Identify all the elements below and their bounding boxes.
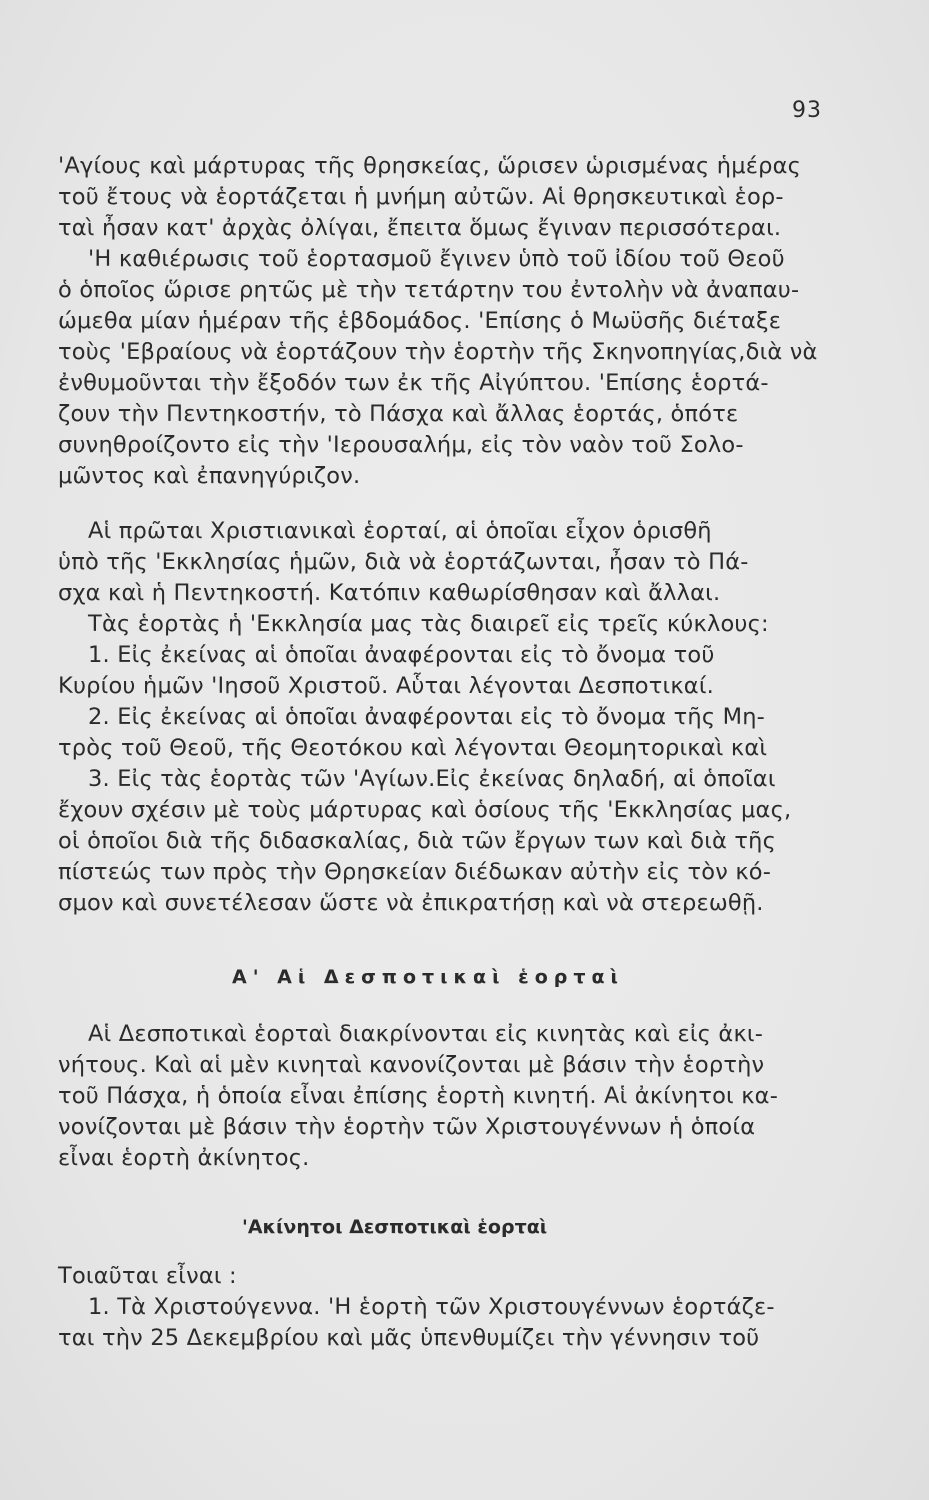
text-line: σχα καὶ ἡ Πεντηκοστή. Κατόπιν καθωρίσθησαν καὶ ἄλλαι.	[58, 580, 721, 606]
text-line: τοῦ Πάσχα, ἡ ὁποία εἶναι ἐπίσης ἑορτὴ κινητή. Αἱ ἀκίνητοι κα-	[58, 1083, 779, 1109]
text-line: 2. Εἰς ἐκείνας αἱ ὁποῖαι ἀναφέρονται εἰς τὸ ὄνομα τῆς Μη-	[88, 704, 765, 730]
text-line: 'Η καθιέρωσις τοῦ ἑορτασμοῦ ἔγινεν ὑπὸ τοῦ ἰδίου τοῦ Θεοῦ	[88, 246, 785, 272]
text-line: τοὺς 'Εβραίους νὰ ἑορτάζουν τὴν ἑορτὴν τῆς Σκηνοπηγίας,διὰ νὰ	[58, 339, 818, 365]
text-line: οἱ ὁποῖοι διὰ τῆς διδασκαλίας, διὰ τῶν ἔργων των καὶ διὰ τῆς	[58, 828, 777, 854]
text-line: νήτους. Καὶ αἱ μὲν κινηταὶ κανονίζονται μὲ βάσιν τὴν ἑορτὴν	[58, 1052, 765, 1078]
text-line: νονίζονται μὲ βάσιν τὴν ἑορτὴν τῶν Χριστουγέννων ἡ ὁποία	[58, 1114, 756, 1140]
text-line: Κυρίου ἡμῶν 'Ιησοῦ Χριστοῦ. Αὗται λέγονται Δεσποτικαί.	[58, 673, 714, 699]
text-line: ώμεθα μίαν ἡμέραν τῆς ἑβδομάδος. 'Επίσης ὁ Μωϋσῆς διέταξε	[58, 308, 782, 334]
text-line: Αἱ Δεσποτικαὶ ἑορταὶ διακρίνονται εἰς κινητὰς καὶ εἰς ἀκι-	[88, 1021, 764, 1047]
text-line: τοῦ ἔτους νὰ ἑορτάζεται ἡ μνήμη αὐτῶν. Αἱ θρησκευτικαὶ ἑορ-	[58, 184, 784, 210]
text-line: Τὰς ἑορτὰς ἡ 'Εκκλησία μας τὰς διαιρεῖ εἰς τρεῖς κύκλους:	[88, 611, 769, 637]
text-line: 3. Εἰς τὰς ἑορτὰς τῶν 'Αγίων.Εἰς ἐκείνας δηλαδή, αἱ ὁποῖαι	[88, 766, 776, 792]
text-line: 'Αγίους καὶ μάρτυρας τῆς θρησκείας, ὥρισεν ὡρισμένας ἡμέρας	[58, 153, 802, 179]
text-line: ἐνθυμοῦνται τὴν ἔξοδόν των ἐκ τῆς Αἰγύπτου. 'Επίσης ἑορτά-	[58, 370, 769, 396]
text-line: σμον καὶ συνετέλεσαν ὥστε νὰ ἐπικρατήσῃ καὶ νὰ στερεωθῇ.	[58, 890, 764, 916]
text-line: 1. Τὰ Χριστούγεννα. 'Η ἑορτὴ τῶν Χριστουγέννων ἑορτάζε-	[88, 1294, 775, 1320]
text-line: ζουν τὴν Πεντηκοστήν, τὸ Πάσχα καὶ ἄλλας ἑορτάς, ὁπότε	[58, 401, 739, 427]
text-line: εἶναι ἑορτὴ ἀκίνητος.	[58, 1145, 310, 1171]
text-line: ταὶ ἦσαν κατ' ἀρχὰς ὀλίγαι, ἔπειτα ὅμως ἔγιναν περισσότεραι.	[58, 215, 782, 241]
text-line: Αἱ πρῶται Χριστιανικαὶ ἑορταί, αἱ ὁποῖαι εἶχον ὁρισθῆ	[88, 518, 712, 544]
text-line: ται τὴν 25 Δεκεμβρίου καὶ μᾶς ὑπενθυμίζει τὴν γέννησιν τοῦ	[58, 1325, 760, 1351]
text-line: μῶντος καὶ ἐπανηγύριζον.	[58, 463, 361, 489]
subsection-heading: 'Ακίνητοι Δεσποτικαὶ ἑορταὶ	[242, 1216, 548, 1238]
text-line: ὁ ὁποῖος ὥρισε ρητῶς μὲ τὴν τετάρτην του ἐντολὴν νὰ ἀναπαυ-	[58, 277, 800, 303]
section-heading: Α' Αἱ Δεσποτικαὶ ἑορταὶ	[232, 966, 624, 988]
text-line: πίστεώς των πρὸς τὴν Θρησκείαν διέδωκαν αὐτὴν εἰς τὸν κό-	[58, 859, 772, 885]
text-line: ἔχουν σχέσιν μὲ τοὺς μάρτυρας καὶ ὁσίους τῆς 'Εκκλησίας μας,	[58, 797, 792, 823]
page-number: 93	[792, 98, 822, 123]
text-line: Τοιαῦται εἶναι :	[58, 1263, 237, 1289]
text-line: συνηθροίζοντο εἰς τὴν 'Ιερουσαλήμ, εἰς τὸν ναὸν τοῦ Σολο-	[58, 432, 744, 458]
text-line: ὑπὸ τῆς 'Εκκλησίας ἡμῶν, διὰ νὰ ἑορτάζωνται, ἦσαν τὸ Πά-	[58, 549, 749, 575]
text-line: 1. Εἰς ἐκείνας αἱ ὁποῖαι ἀναφέρονται εἰς τὸ ὄνομα τοῦ	[88, 642, 715, 668]
text-line: τρὸς τοῦ Θεοῦ, τῆς Θεοτόκου καὶ λέγονται Θεομητορικαὶ καὶ	[58, 735, 768, 761]
